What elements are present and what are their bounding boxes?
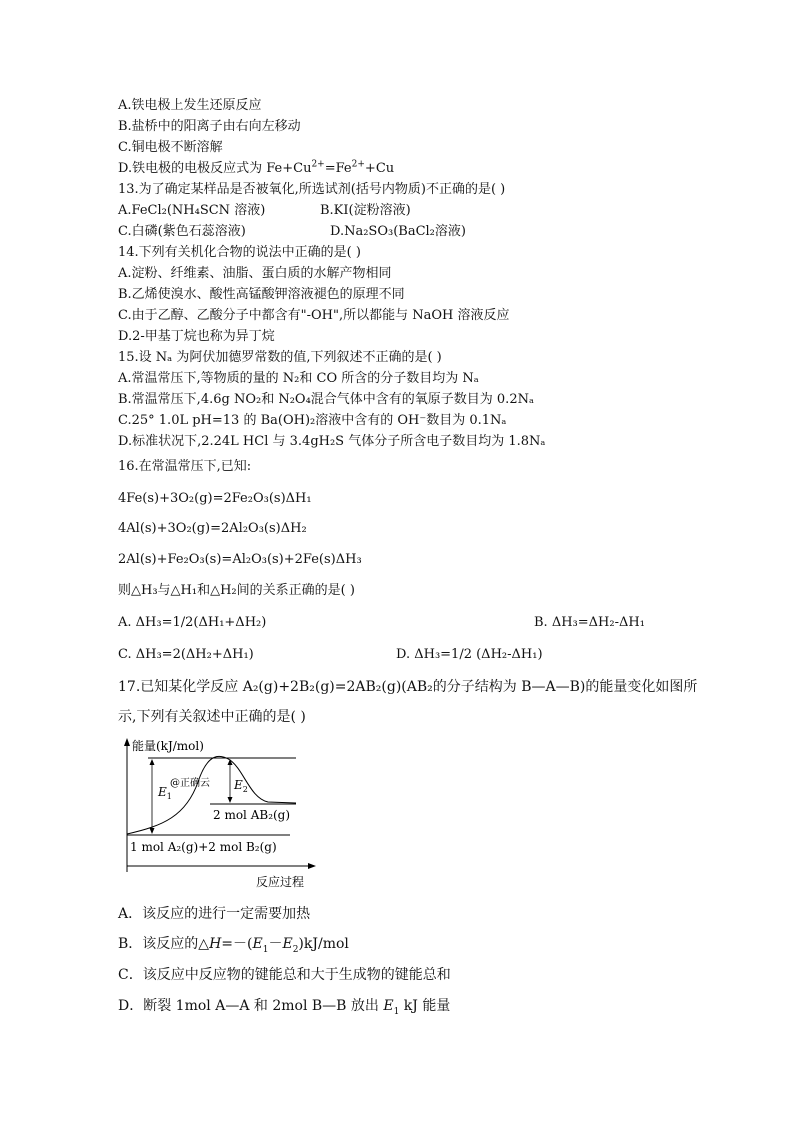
q15-option-c: C.25° 1.0L pH=13 的 Ba(OH)₂溶液中含有的 OH⁻数目为 0.1Nₐ bbox=[118, 413, 507, 428]
e1-arrow-bottom bbox=[150, 828, 155, 834]
q14-stem: 14.下列有关机化合物的说法中正确的是( ) bbox=[118, 245, 361, 260]
q14-option-b: B.乙烯使溴水、酸性高锰酸钾溶液褪色的原理不同 bbox=[118, 287, 405, 302]
q12-option-d bbox=[118, 160, 394, 178]
q16-option-a: A. ΔH₃=1/2(ΔH₁+ΔH₂) bbox=[118, 615, 267, 630]
q14-option-a: A.淀粉、纤维素、油脂、蛋白质的水解产物相同 bbox=[118, 266, 392, 281]
e1-arrow-top bbox=[150, 759, 155, 765]
q16-equation-1: 4Fe(s)+3O₂(g)=2Fe₂O₃(s)ΔH₁ bbox=[118, 491, 312, 506]
q12-d-text: D.铁电极的电极反应式为 Fe+Cu bbox=[118, 161, 312, 176]
q12-option-b: B.盐桥中的阳离子由右向左移动 bbox=[118, 119, 301, 134]
q17-d-e1-sub: 1 bbox=[393, 1006, 400, 1017]
q17-b-e2: E bbox=[282, 936, 293, 952]
q17-stem-line-2: 示,下列有关叙述中正确的是( ) bbox=[118, 709, 306, 725]
q16-stem: 16.在常温常压下,已知: bbox=[118, 459, 252, 474]
q13-stem: 13.为了确定某样品是否被氧化,所选试剂(括号内物质)不正确的是( ) bbox=[118, 182, 506, 197]
q12-option-a: A.铁电极上发生还原反应 bbox=[118, 98, 262, 113]
q14-option-d: D.2-甲基丁烷也称为异丁烷 bbox=[118, 329, 275, 344]
q17-d-e1: E bbox=[383, 998, 394, 1014]
q12-d-text-end: +Cu bbox=[364, 161, 395, 176]
q17-d-text: D．断裂 1mol A—A 和 2mol B—B 放出 bbox=[118, 998, 384, 1014]
q17-option-d bbox=[118, 997, 450, 1015]
e1-label: $E_1$ bbox=[158, 785, 172, 801]
y-axis-arrow bbox=[124, 738, 130, 746]
q17-b-e1: E bbox=[252, 936, 263, 952]
x-axis-arrow bbox=[308, 863, 316, 869]
e2-label: $E_2$ bbox=[234, 778, 248, 794]
q12-d-charge-2: 2+ bbox=[351, 159, 365, 170]
q16-option-c: C. ΔH₃=2(ΔH₂+ΔH₁) bbox=[118, 647, 254, 662]
q12-option-c: C.铜电极不断溶解 bbox=[118, 140, 223, 155]
q13-option-a: A.FeCl₂(NH₄SCN 溶液) bbox=[118, 203, 266, 218]
q15-option-d: D.标准状况下,2.24L HCl 与 3.4gH₂S 气体分子所含电子数目均为 1.8Nₐ bbox=[118, 434, 546, 449]
q17-b-h: H bbox=[209, 936, 222, 952]
q15-option-b: B.常温常压下,4.6g NO₂和 N₂O₄混合气体中含有的氧原子数目为 0.2Nₐ bbox=[118, 392, 534, 407]
q16-equation-2: 4Al(s)+3O₂(g)=2Al₂O₃(s)ΔH₂ bbox=[118, 521, 307, 536]
q13-option-b: B.KI(淀粉溶液) bbox=[320, 203, 411, 218]
product-label: 2 mol AB₂(g) bbox=[213, 808, 291, 822]
q17-stem-line-1: 17.已知某化学反应 A₂(g)+2B₂(g)=2AB₂(g)(AB₂的分子结构为 B—A—B)的能量变化如图所 bbox=[118, 679, 698, 695]
q17-option-c: C．该反应中反应物的键能总和大于生成物的键能总和 bbox=[118, 967, 451, 983]
q14-option-c: C.由于乙醇、乙酸分子中都含有"-OH",所以都能与 NaOH 溶液反应 bbox=[118, 308, 510, 323]
q13-option-c: C.白磷(紫色石蕊溶液) bbox=[118, 224, 246, 239]
q13-option-d: D.Na₂SO₃(BaCl₂溶液) bbox=[330, 224, 466, 239]
q17-b-e1-sub: 1 bbox=[262, 944, 269, 955]
q16-option-d: D. ΔH₃=1/2 (ΔH₂-ΔH₁) bbox=[396, 647, 543, 662]
y-axis-label: 能量(kJ/mol) bbox=[132, 739, 204, 753]
energy-diagram bbox=[118, 732, 328, 892]
q16-question: 则△H₃与△H₁和△H₂间的关系正确的是( ) bbox=[118, 583, 355, 598]
q16-option-b: B. ΔH₃=ΔH₂-ΔH₁ bbox=[534, 615, 645, 630]
q17-b-unit: )kJ/mol bbox=[298, 936, 349, 952]
q15-stem: 15.设 Nₐ 为阿伏加德罗常数的值,下列叙述不正确的是( ) bbox=[118, 350, 442, 365]
q17-b-minus: － bbox=[268, 936, 283, 952]
q16-equation-3: 2Al(s)+Fe₂O₃(s)=Al₂O₃(s)+2Fe(s)ΔH₃ bbox=[118, 552, 362, 567]
q15-option-a: A.常温常压下,等物质的量的 N₂和 CO 所含的分子数目均为 Nₐ bbox=[118, 371, 479, 386]
q17-b-e2-sub: 2 bbox=[292, 944, 299, 955]
q17-b-text: B．该反应的△ bbox=[118, 936, 210, 952]
q17-b-eq: =－( bbox=[221, 936, 253, 952]
reactant-label: 1 mol A₂(g)+2 mol B₂(g) bbox=[130, 840, 277, 854]
x-axis-label: 反应过程 bbox=[256, 875, 305, 889]
q12-d-charge-1: 2+ bbox=[311, 159, 325, 170]
q12-d-text-mid: =Fe bbox=[324, 161, 352, 176]
q17-option-a: A．该反应的进行一定需要加热 bbox=[118, 906, 311, 922]
e2-arrow-bottom bbox=[228, 797, 233, 803]
watermark: @正确云 bbox=[170, 778, 210, 789]
q17-d-unit: kJ 能量 bbox=[399, 998, 451, 1014]
q17-option-b bbox=[118, 935, 349, 953]
